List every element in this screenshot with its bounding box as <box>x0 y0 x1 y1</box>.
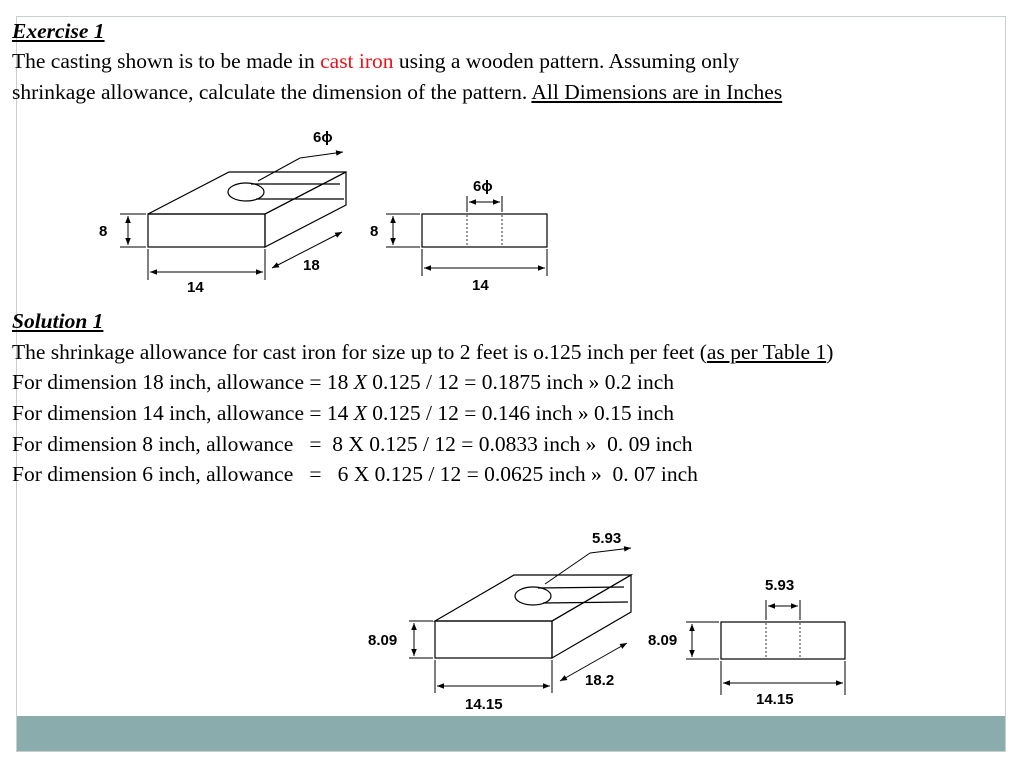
pattern-iso-length-label: 14.15 <box>465 696 503 713</box>
solution-line-2-post: 0.125 / 12 = 0.1875 inch » 0.2 inch <box>366 370 675 394</box>
casting-front-length-label: 14 <box>472 277 489 294</box>
solution-line-2 <box>12 369 674 395</box>
solution-heading: Solution 1 <box>12 309 104 333</box>
solution-line-3-x: X <box>353 401 367 425</box>
casting-iso-length-label: 14 <box>187 279 204 296</box>
pattern-front-hole-label: 5.93 <box>765 577 795 594</box>
solution-line-5: For dimension 6 inch, allowance = 6 X 0.125 / 12 = 0.0625 inch » 0. 07 inch <box>12 462 698 486</box>
casting-iso-depth-label: 18 <box>303 257 320 274</box>
exercise-line-1-pre: The casting shown is to be made in <box>12 49 321 73</box>
casting-front-height-label: 8 <box>370 223 379 240</box>
pattern-hole <box>515 587 551 605</box>
pattern-iso-hole-label: 5.93 <box>592 530 622 547</box>
solution-line-1-pre: The shrinkage allowance for cast iron for size up to 2 feet is o.125 inch per feet ( <box>12 340 707 364</box>
cast-iron-highlight: cast iron <box>320 49 394 73</box>
units-note: All Dimensions are in Inches <box>531 80 783 104</box>
solution-line-4: For dimension 8 inch, allowance = 8 X 0.125 / 12 = 0.0833 inch » 0. 09 inch <box>12 432 693 456</box>
table-1-link[interactable]: as per Table 1 <box>706 340 827 364</box>
solution-line-3-post: 0.125 / 12 = 0.146 inch » 0.15 inch <box>366 401 675 425</box>
casting-iso-block <box>148 172 346 247</box>
pattern-iso-block <box>435 575 631 658</box>
casting-hole <box>228 183 264 201</box>
exercise-line-1-post: using a wooden pattern. Assuming only <box>393 49 740 73</box>
solution-line-3 <box>12 400 674 426</box>
casting-front-hole-label: 6ϕ <box>473 178 493 195</box>
casting-iso-height-label: 8 <box>99 223 108 240</box>
pattern-iso-depth-label: 18.2 <box>585 672 615 689</box>
solution-line-2-x: X <box>353 370 367 394</box>
pattern-front-height-label: 8.09 <box>648 632 678 649</box>
solution-line-1-post: ) <box>826 340 834 364</box>
casting-front-dims <box>386 196 547 276</box>
exercise-line-2-pre: shrinkage allowance, calculate the dimension of the pattern. <box>12 80 532 104</box>
pattern-front-dims <box>686 600 845 695</box>
pattern-front-view <box>721 622 845 659</box>
solution-line-1 <box>12 339 833 365</box>
pattern-iso-height-label: 8.09 <box>368 632 398 649</box>
solution-line-2-pre: For dimension 18 inch, allowance = 18 <box>12 370 354 394</box>
casting-iso-hole-label: 6ϕ <box>313 129 333 146</box>
solution-line-3-pre: For dimension 14 inch, allowance = 14 <box>12 401 354 425</box>
casting-front-view <box>422 214 547 247</box>
exercise-heading: Exercise 1 <box>12 19 105 43</box>
pattern-front-length-label: 14.15 <box>756 691 794 708</box>
